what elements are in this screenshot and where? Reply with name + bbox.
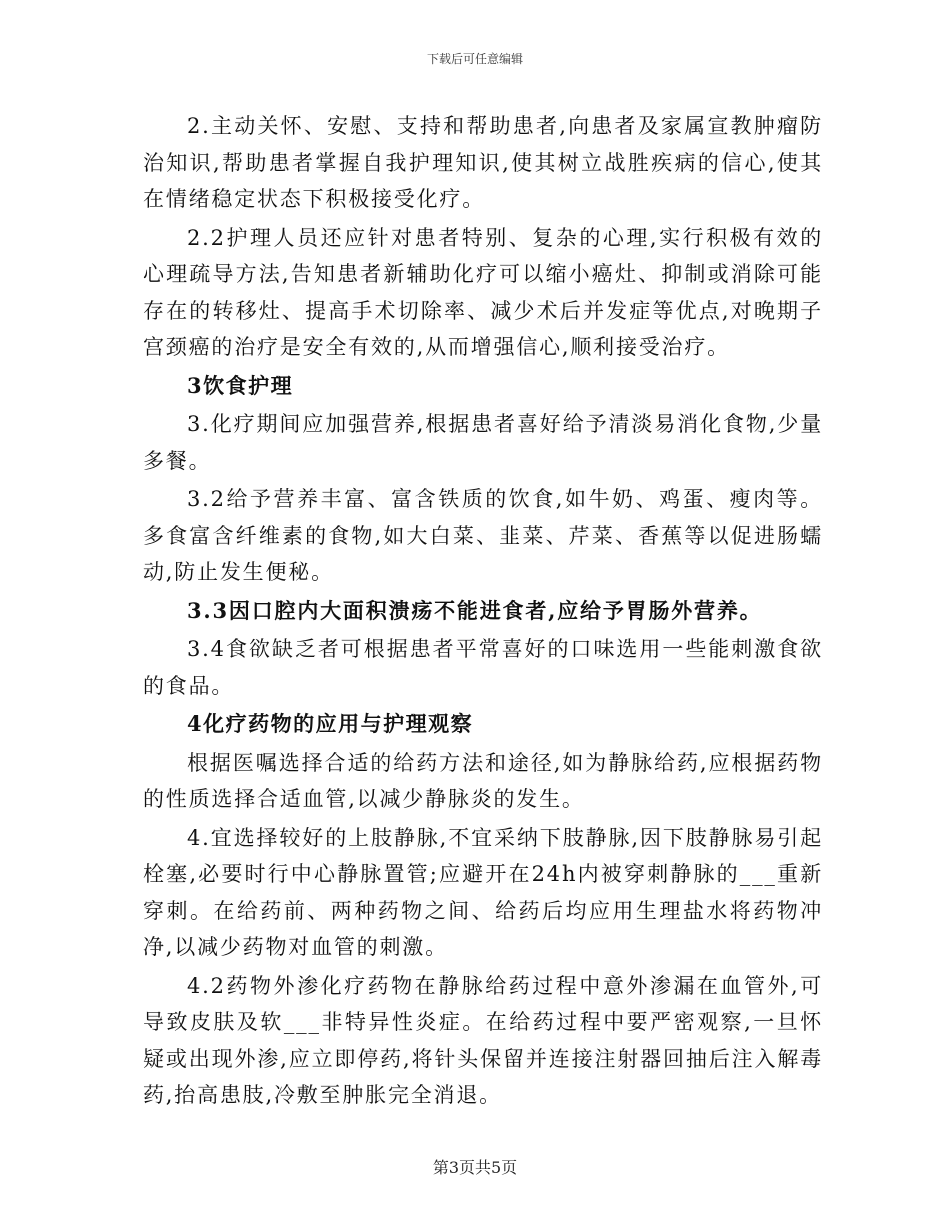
paragraph-4-1: 4.宜选择较好的上肢静脉,不宜采纳下肢静脉,因下肢静脉易引起栓塞,必要时行中心静脉置管;应避开在24h内被穿刺静脉的___重新穿刺。在给药前、两种药物之间、给药后均应用生理盐水将药物冲净,以减少药物对血管的刺激。 — [143, 825, 823, 959]
paragraph-3-1: 3.化疗期间应加强营养,根据患者喜好给予清淡易消化食物,少量多餐。 — [143, 412, 823, 473]
paragraph-4-2: 4.2药物外渗化疗药物在静脉给药过程中意外渗漏在血管外,可导致皮肤及软___非特异性炎症。在给药过程中要严密观察,一旦怀疑或出现外渗,应立即停药,将针头保留并连接注射器回抽后注入解毒药,抬高患肢,冷敷至肿胀完全消退。 — [143, 973, 823, 1107]
section-heading-diet-care: 3饮食护理 — [187, 372, 294, 398]
document-body — [143, 108, 823, 1114]
paragraph-2-1: 2.主动关怀、安慰、支持和帮助患者,向患者及家属宣教肿瘤防治知识,帮助患者掌握自我护理知识,使其树立战胜疾病的信心,使其在情绪稳定状态下积极接受化疗。 — [143, 114, 823, 211]
paragraph-3-2: 3.2给予营养丰富、富含铁质的饮食,如牛奶、鸡蛋、瘦肉等。多食富含纤维素的食物,如大白菜、韭菜、芹菜、香蕉等以促进肠蠕动,防止发生便秘。 — [143, 487, 823, 584]
paragraph-4-intro: 根据医嘱选择合适的给药方法和途径,如为静脉给药,应根据药物的性质选择合适血管,以减少静脉炎的发生。 — [143, 750, 823, 811]
paragraph-3-3: 3.3因口腔内大面积溃疡不能进食者,应给予胃肠外营养。 — [187, 597, 763, 623]
paragraph-2-2: 2.2护理人员还应针对患者特别、复杂的心理,实行积极有效的心理疏导方法,告知患者新辅助化疗可以缩小癌灶、抑制或消除可能存在的转移灶、提高手术切除率、减少术后并发症等优点,对晚期子宫颈癌的治疗是安全有效的,从而增强信心,顺利接受治疗。 — [143, 225, 823, 359]
page-header: 下载后可任意编辑 — [426, 52, 523, 66]
page-footer: 第3页共5页 — [432, 1158, 518, 1177]
section-heading-chemo-drugs: 4化疗药物的应用与护理观察 — [187, 711, 474, 736]
paragraph-3-4: 3.4食欲缺乏者可根据患者平常喜好的口味选用一些能刺激食欲的食品。 — [143, 637, 823, 698]
